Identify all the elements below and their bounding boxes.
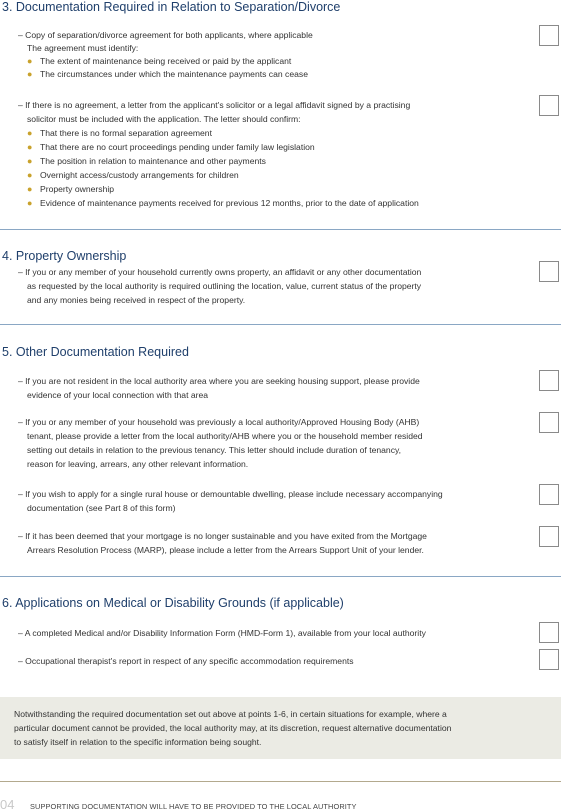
section-divider bbox=[0, 576, 561, 577]
item-text: – If you are not resident in the local authority area where you are seeking housing support, please provide bbox=[18, 376, 420, 386]
section-4-title: 4. Property Ownership bbox=[2, 249, 127, 263]
bullet-item: ● Evidence of maintenance payments received for previous 12 months, prior to the date of application bbox=[27, 198, 419, 208]
section-5-item-3 bbox=[18, 487, 443, 515]
item-text: solicitor must be included with the application. The letter should confirm: bbox=[27, 114, 301, 124]
item-text: – A completed Medical and/or Disability Information Form (HMD-Form 1), available from your local authority bbox=[18, 628, 426, 638]
section-5-item-1 bbox=[18, 374, 420, 402]
bullet-item: ● Property ownership bbox=[27, 184, 115, 194]
page-number: 04 bbox=[0, 797, 15, 812]
item-text: documentation (see Part 8 of this form) bbox=[27, 503, 176, 513]
footer-divider bbox=[0, 781, 561, 782]
bullet-icon: ● bbox=[27, 170, 33, 180]
item-text: reason for leaving, arrears, any other relevant information. bbox=[27, 459, 249, 469]
checkbox-local-connection[interactable] bbox=[539, 370, 559, 391]
bullet-item: ● The extent of maintenance being received or paid by the applicant bbox=[27, 56, 292, 66]
bullet-icon: ● bbox=[27, 69, 33, 79]
checkbox-solicitor-letter[interactable] bbox=[539, 95, 559, 116]
item-text: – If you or any member of your household currently owns property, an affidavit or any other documentation bbox=[18, 267, 422, 277]
note-box bbox=[0, 697, 561, 759]
section-5-item-2 bbox=[18, 415, 423, 471]
checkbox-previous-tenancy[interactable] bbox=[539, 412, 559, 433]
item-text: – If it has been deemed that your mortgage is no longer sustainable and you have exited from the Mortgage bbox=[18, 531, 427, 541]
item-text: Arrears Resolution Process (MARP), please include a letter from the Arrears Support Unit of your lender. bbox=[27, 545, 424, 555]
section-6-item-1 bbox=[18, 626, 426, 640]
bullet-item: ● That there is no formal separation agreement bbox=[27, 128, 212, 138]
bullet-icon: ● bbox=[27, 128, 33, 138]
checkbox-ot-report[interactable] bbox=[539, 649, 559, 670]
item-text: and any monies being received in respect of the property. bbox=[27, 295, 246, 305]
note-line: Notwithstanding the required documentation set out above at points 1-6, in certain situations for example, where a bbox=[14, 709, 447, 719]
section-6-title: 6. Applications on Medical or Disability Grounds (if applicable) bbox=[2, 596, 344, 610]
note-line: particular document cannot be provided, the local authority may, at its discretion, request alternative documentation bbox=[14, 723, 452, 733]
item-text: – If you wish to apply for a single rural house or demountable dwelling, please include necessary accompanying bbox=[18, 489, 443, 499]
bullet-item: ● That there are no court proceedings pending under family law legislation bbox=[27, 142, 315, 152]
item-text: as requested by the local authority is required outlining the location, value, current status of the property bbox=[27, 281, 422, 291]
item-text: tenant, please provide a letter from the local authority/AHB where you or the household member resided bbox=[27, 431, 423, 441]
note-text bbox=[14, 707, 451, 749]
bullet-item: ● The position in relation to maintenance and other payments bbox=[27, 156, 266, 166]
item-text: setting out details in relation to the previous tenancy. This letter should include duration of tenancy, bbox=[27, 445, 402, 455]
note-line: to satisfy itself in relation to the specific information being sought. bbox=[14, 737, 262, 747]
section-6-item-2 bbox=[18, 654, 354, 668]
checkbox-medical-form[interactable] bbox=[539, 622, 559, 643]
section-3-item-1 bbox=[18, 28, 313, 81]
checkbox-separation-agreement[interactable] bbox=[539, 25, 559, 46]
checkbox-rural-house[interactable] bbox=[539, 484, 559, 505]
bullet-item: ● The circumstances under which the maintenance payments can cease bbox=[27, 69, 308, 79]
section-3-title: 3. Documentation Required in Relation to Separation/Divorce bbox=[2, 0, 341, 14]
item-text: – Occupational therapist's report in respect of any specific accommodation requirements bbox=[18, 656, 354, 666]
item-text: evidence of your local connection with that area bbox=[27, 390, 209, 400]
section-5-item-4 bbox=[18, 529, 427, 557]
section-5-title: 5. Other Documentation Required bbox=[2, 345, 189, 359]
bullet-icon: ● bbox=[27, 184, 33, 194]
item-text: – Copy of separation/divorce agreement for both applicants, where applicable bbox=[18, 30, 313, 40]
item-text: – If you or any member of your household was previously a local authority/Approved Housing Body (AHB) bbox=[18, 417, 420, 427]
bullet-icon: ● bbox=[27, 198, 33, 208]
section-4-item-1 bbox=[18, 265, 421, 307]
bullet-icon: ● bbox=[27, 156, 33, 166]
bullet-icon: ● bbox=[27, 142, 33, 152]
item-text: The agreement must identify: bbox=[27, 43, 139, 53]
section-divider bbox=[0, 324, 561, 325]
section-divider bbox=[0, 229, 561, 230]
bullet-icon: ● bbox=[27, 56, 33, 66]
footer-text: SUPPORTING DOCUMENTATION WILL HAVE TO BE PROVIDED TO THE LOCAL AUTHORITY bbox=[30, 802, 357, 811]
bullet-item: ● Overnight access/custody arrangements for children bbox=[27, 170, 239, 180]
item-text: – If there is no agreement, a letter from the applicant's solicitor or a legal affidavit signed by a practising bbox=[18, 100, 411, 110]
checkbox-marp-letter[interactable] bbox=[539, 526, 559, 547]
checkbox-property-ownership[interactable] bbox=[539, 261, 559, 282]
section-3-item-2 bbox=[18, 98, 419, 210]
